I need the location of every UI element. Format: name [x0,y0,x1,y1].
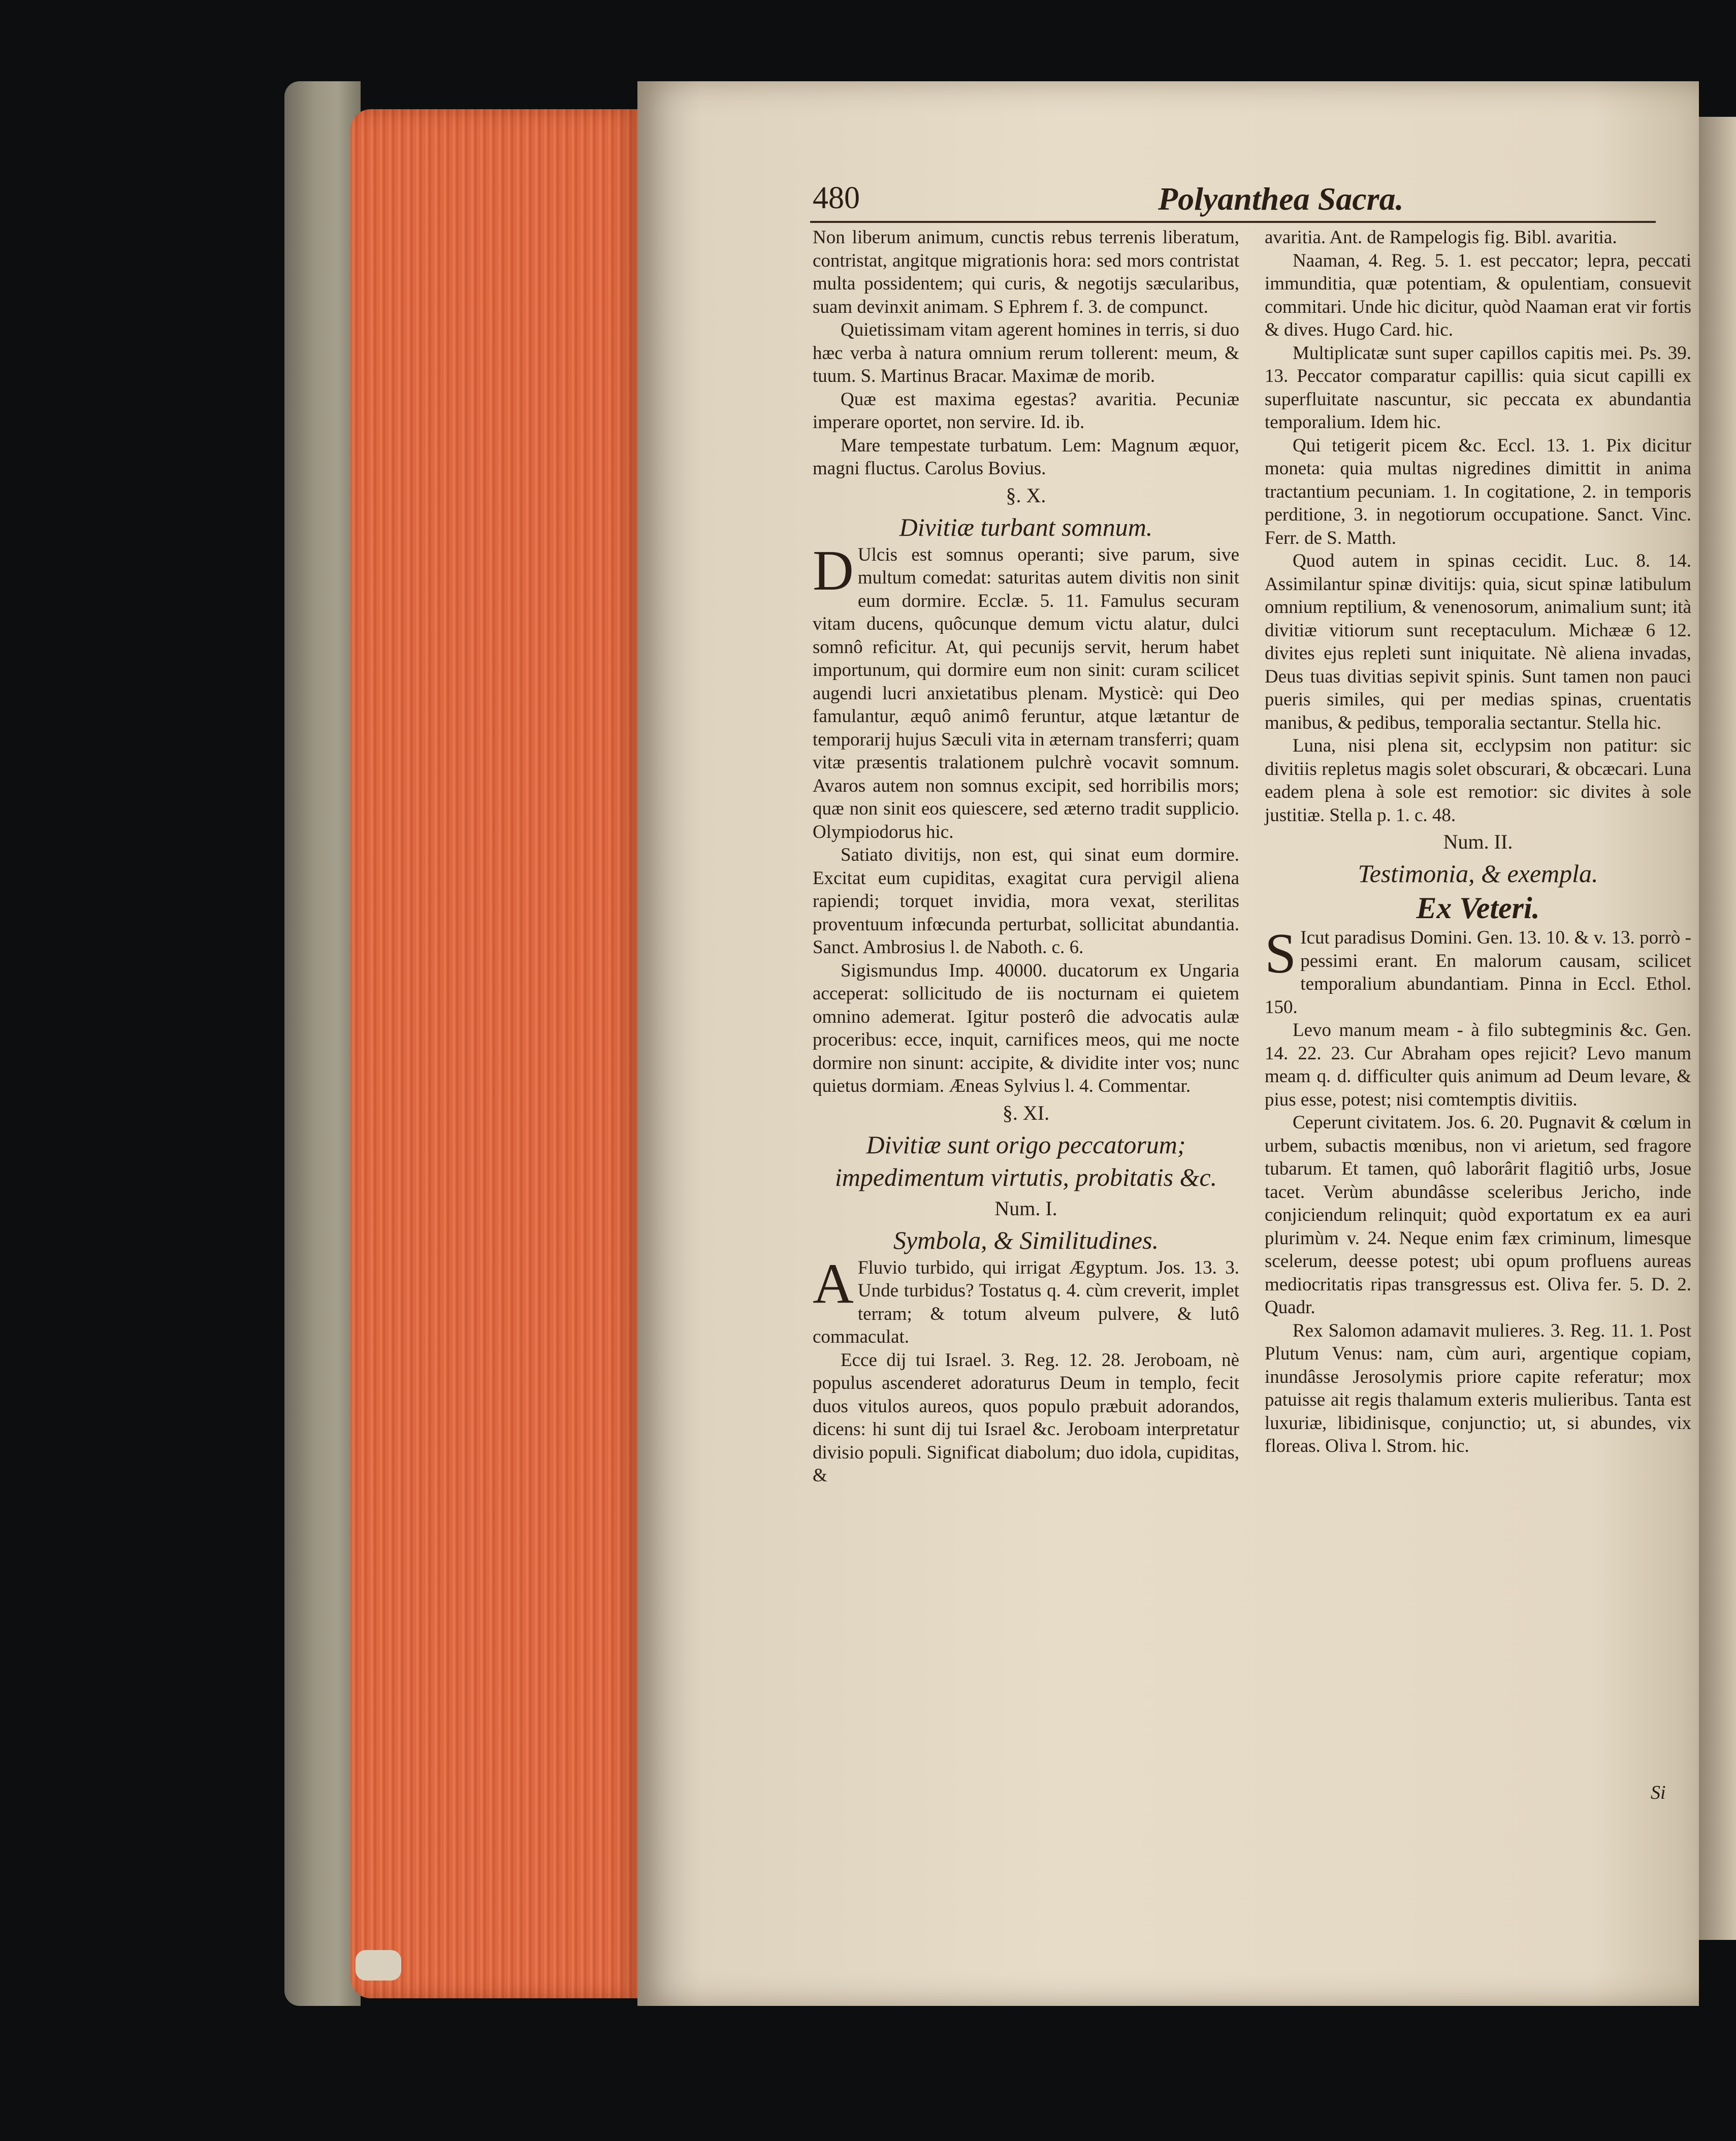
paragraph: avaritia. Ant. de Rampelogis fig. Bibl. avaritia. [1265,227,1617,248]
paragraph [1265,922,1691,1019]
paragraph: Quietissimam vitam agerent homines in terris, si duo hæc verba à natura omnium rerum tollerent: meum, & tuum. S. Martinus Bracar. Maximæ de morib. [813,319,1239,386]
red-page-edges [350,109,640,1998]
paragraph: Levo manum meam - à filo subtegminis &c. Gen. 14. 22. 23. Cur Abraham opes rejicit? Levo manum meam q. d. difficulter quis animum ad Deum levare, & pius esse, potest; nisi comtemptis divitiis. [1265,1020,1691,1110]
paragraph-text: Fluvio turbido, qui irrigat Ægyptum. Jos. 13. 3. Unde turbidus? Tostatus q. 4. cùm creverit, implet terram; & totum alveum pulvere, & lutô commaculat. [813,1257,1239,1347]
left-column [813,226,1239,1487]
paragraph: Multiplicatæ sunt super capillos capitis mei. Ps. 39. 13. Peccator comparatur capillis: quia sicut capilli ex superfluitate nascuntur, sic peccata ex abundantia temporalium. Idem hic. [1265,342,1691,433]
paragraph: Naaman, 4. Reg. 5. 1. est peccator; lepra, peccati immunditia, quæ potentiam, & opulentiam, consuevit commitari. Unde hic dicitur, quòd Naaman erat vir fortis & dives. Hugo Card. hic. [1265,250,1691,340]
catchword: Si [1651,1782,1666,1803]
section-heading: Divitiæ turbant somnum. [899,512,1153,541]
book-cover-board [284,81,361,2006]
paragraph: Ceperunt civitatem. Jos. 6. 20. Pugnavit & cœlum in urbem, subactis mœnibus, non vi arietum, sed fragore tubarum. Et tamen, quô laborârit flagitiô urbs, Josue tacet. Verùm abundâsse sceleribus Jericho, inde conjiciendum relinquit; quòd exportatum ex ea auri plurimùm v. 24. Neque enim fæx criminum, limesque scelerum, deesse potest; ubi opum profluens aureas mediocritatis ripas transgressus est. Oliva fer. 5. D. 2. Quadr. [1265,1112,1691,1318]
section-number: Num. II. [1443,830,1513,853]
paragraph-text: Icut paradisus Domini. Gen. 13. 10. & v. 13. porrò - pessimi erant. En malorum causam, scilicet temporalium abundantiam. Pinna in Eccl. Ethol. 150. [1265,927,1691,1018]
paragraph [813,1252,1239,1349]
section-number: §. XI. [1002,1101,1050,1124]
header-rule [810,221,1656,223]
section-heading: Symbola, & Similitudines. [893,1225,1159,1254]
paragraph: Sigismundus Imp. 40000. ducatorum ex Ungaria acceperat: sollicitudo de iis nocturnam ei quietem omnino ademerat. Igitur posterô die advocatis aulæ proceribus: ecce, inquit, carnifices meos, qui me nocte dormire non sinunt: accipite, & dividite inter vos; nunc quietus dormiam. Æneas Sylvius l. 4. Commentar. [813,960,1239,1096]
torn-paper-fragment [356,1950,401,1981]
paragraph: Rex Salomon adamavit mulieres. 3. Reg. 11. 1. Post Plutum Venus: nam, cùm auri, argentique copiam, inundâsse Jerosolymis priore capite referatur; mox patuisse ait regis thalamum exteris mulieribus. Tanta est luxuriæ, libidinisque, conjunctio; ut, si abundes, vix floreas. Oliva l. Strom. hic. [1265,1320,1691,1456]
section-heading: Divitiæ sunt origo peccatorum; impedimentum virtutis, probitatis &c. [834,1130,1217,1191]
section-number: §. X. [1006,483,1046,507]
paragraph: Quod autem in spinas cecidit. Luc. 8. 14. Assimilantur spinæ divitijs: quia, sicut spinæ latibulum omnium reptilium, & venenosorum, animalium sunt; ità divitiæ vitiorum sunt receptaculum. Michææ 6 12. divites ejus repleti sunt iniquitate. Nè aliena invadas, Deus tuas divitias sepivit spinis. Sunt tamen non pauci pueris similes, qui per medias spinas, cruentatis manibus, & pedibus, temporalia sectantur. Stella hic. [1265,550,1691,733]
page-header [813,180,1656,216]
section-heading: Testimonia, & exempla. [1358,859,1598,888]
paragraph [813,539,1239,844]
paragraph: Non liberum animum, cunctis rebus terrenis liberatum, contristat, angitque migrationis hora: sed mors contristat multa possidentem; qui curis, & negotijs sæcularibus, suam devinxit animam. S Ephrem f. 3. de compunct. [813,227,1239,317]
running-title: Polyanthea Sacra. [1158,181,1404,217]
paragraph: Satiato divitijs, non est, qui sinat eum dormire. Excitat eum cupiditas, exagitat cura pervigil aliena rapiendi; torquet invidia, mora vexat, sterilitas proventuum infœcunda perturbat, sollicitat abundantia. Sanct. Ambrosius l. de Naboth. c. 6. [813,845,1239,958]
paragraph: Ecce dij tui Israel. 3. Reg. 12. 28. Jeroboam, nè populus ascenderet adoraturus Deum in templo, fecit duos vitulos aureos, quos populo præbuit adorandos, dicens: hi sunt dij tui Israel &c. Jeroboam interpretatur divisio populi. Significat diabolum; duo idola, cupiditas, & [813,1349,1239,1486]
section-number: Num. I. [994,1196,1057,1220]
paragraph: Qui tetigerit picem &c. Eccl. 13. 1. Pix dicitur moneta: quia multas nigredines dimittit in anima tractantium pecuniam. 1. In cogitatione, 2. in temporis perditione, 3. in negotiorum occupatione. Sanct. Vinc. Ferr. de S. Matth. [1265,435,1691,548]
paragraph: Mare tempestate turbatum. Lem: Magnum æquor, magni fluctus. Carolus Bovius. [813,435,1239,479]
facing-page-edge [1696,117,1736,1940]
section-heading: Ex Veteri. [1416,891,1540,925]
right-column [1265,226,1691,1458]
drop-cap: S [1265,922,1297,985]
drop-cap: A [813,1252,854,1315]
paragraph: Quæ est maxima egestas? avaritia. Pecuniæ imperare oportet, non servire. Id. ib. [813,388,1239,433]
paragraph: Luna, nisi plena sit, ecclypsim non patitur: sic divitiis repletus magis solet obscurari, & obcæcari. Luna eadem plena à sole est remotior: sic divites à sole justitiæ. Stella p. 1. c. 48. [1265,735,1691,826]
paragraph-text: Ulcis est somnus operanti; sive parum, sive multum comedat: saturitas autem divitis non sinit eum dormire. Ecclæ. 5. 11. Famulus securam vitam ducens, quôcunque demum victu alatur, dulci somnô reficitur. At, qui pecunijs servit, herum habet importunum, qui dormire eum non sinit: curam scilicet augendi lucri anxietatibus plenam. Mysticè: qui Deo famulantur, æquô animô feruntur, atque lætantur de temporarij hujus Sæculi vita in æternam transferri; quam vitæ præsentis tralationem pulchrè vocavit somnum. Avaros autem non somnus excipit, sed horribilis mors; quæ non sinit eos quiescere, sed æterno tradit supplicio. Olympiodorus hic. [813,544,1239,842]
page-number: 480 [813,181,860,215]
drop-cap: D [813,539,854,602]
